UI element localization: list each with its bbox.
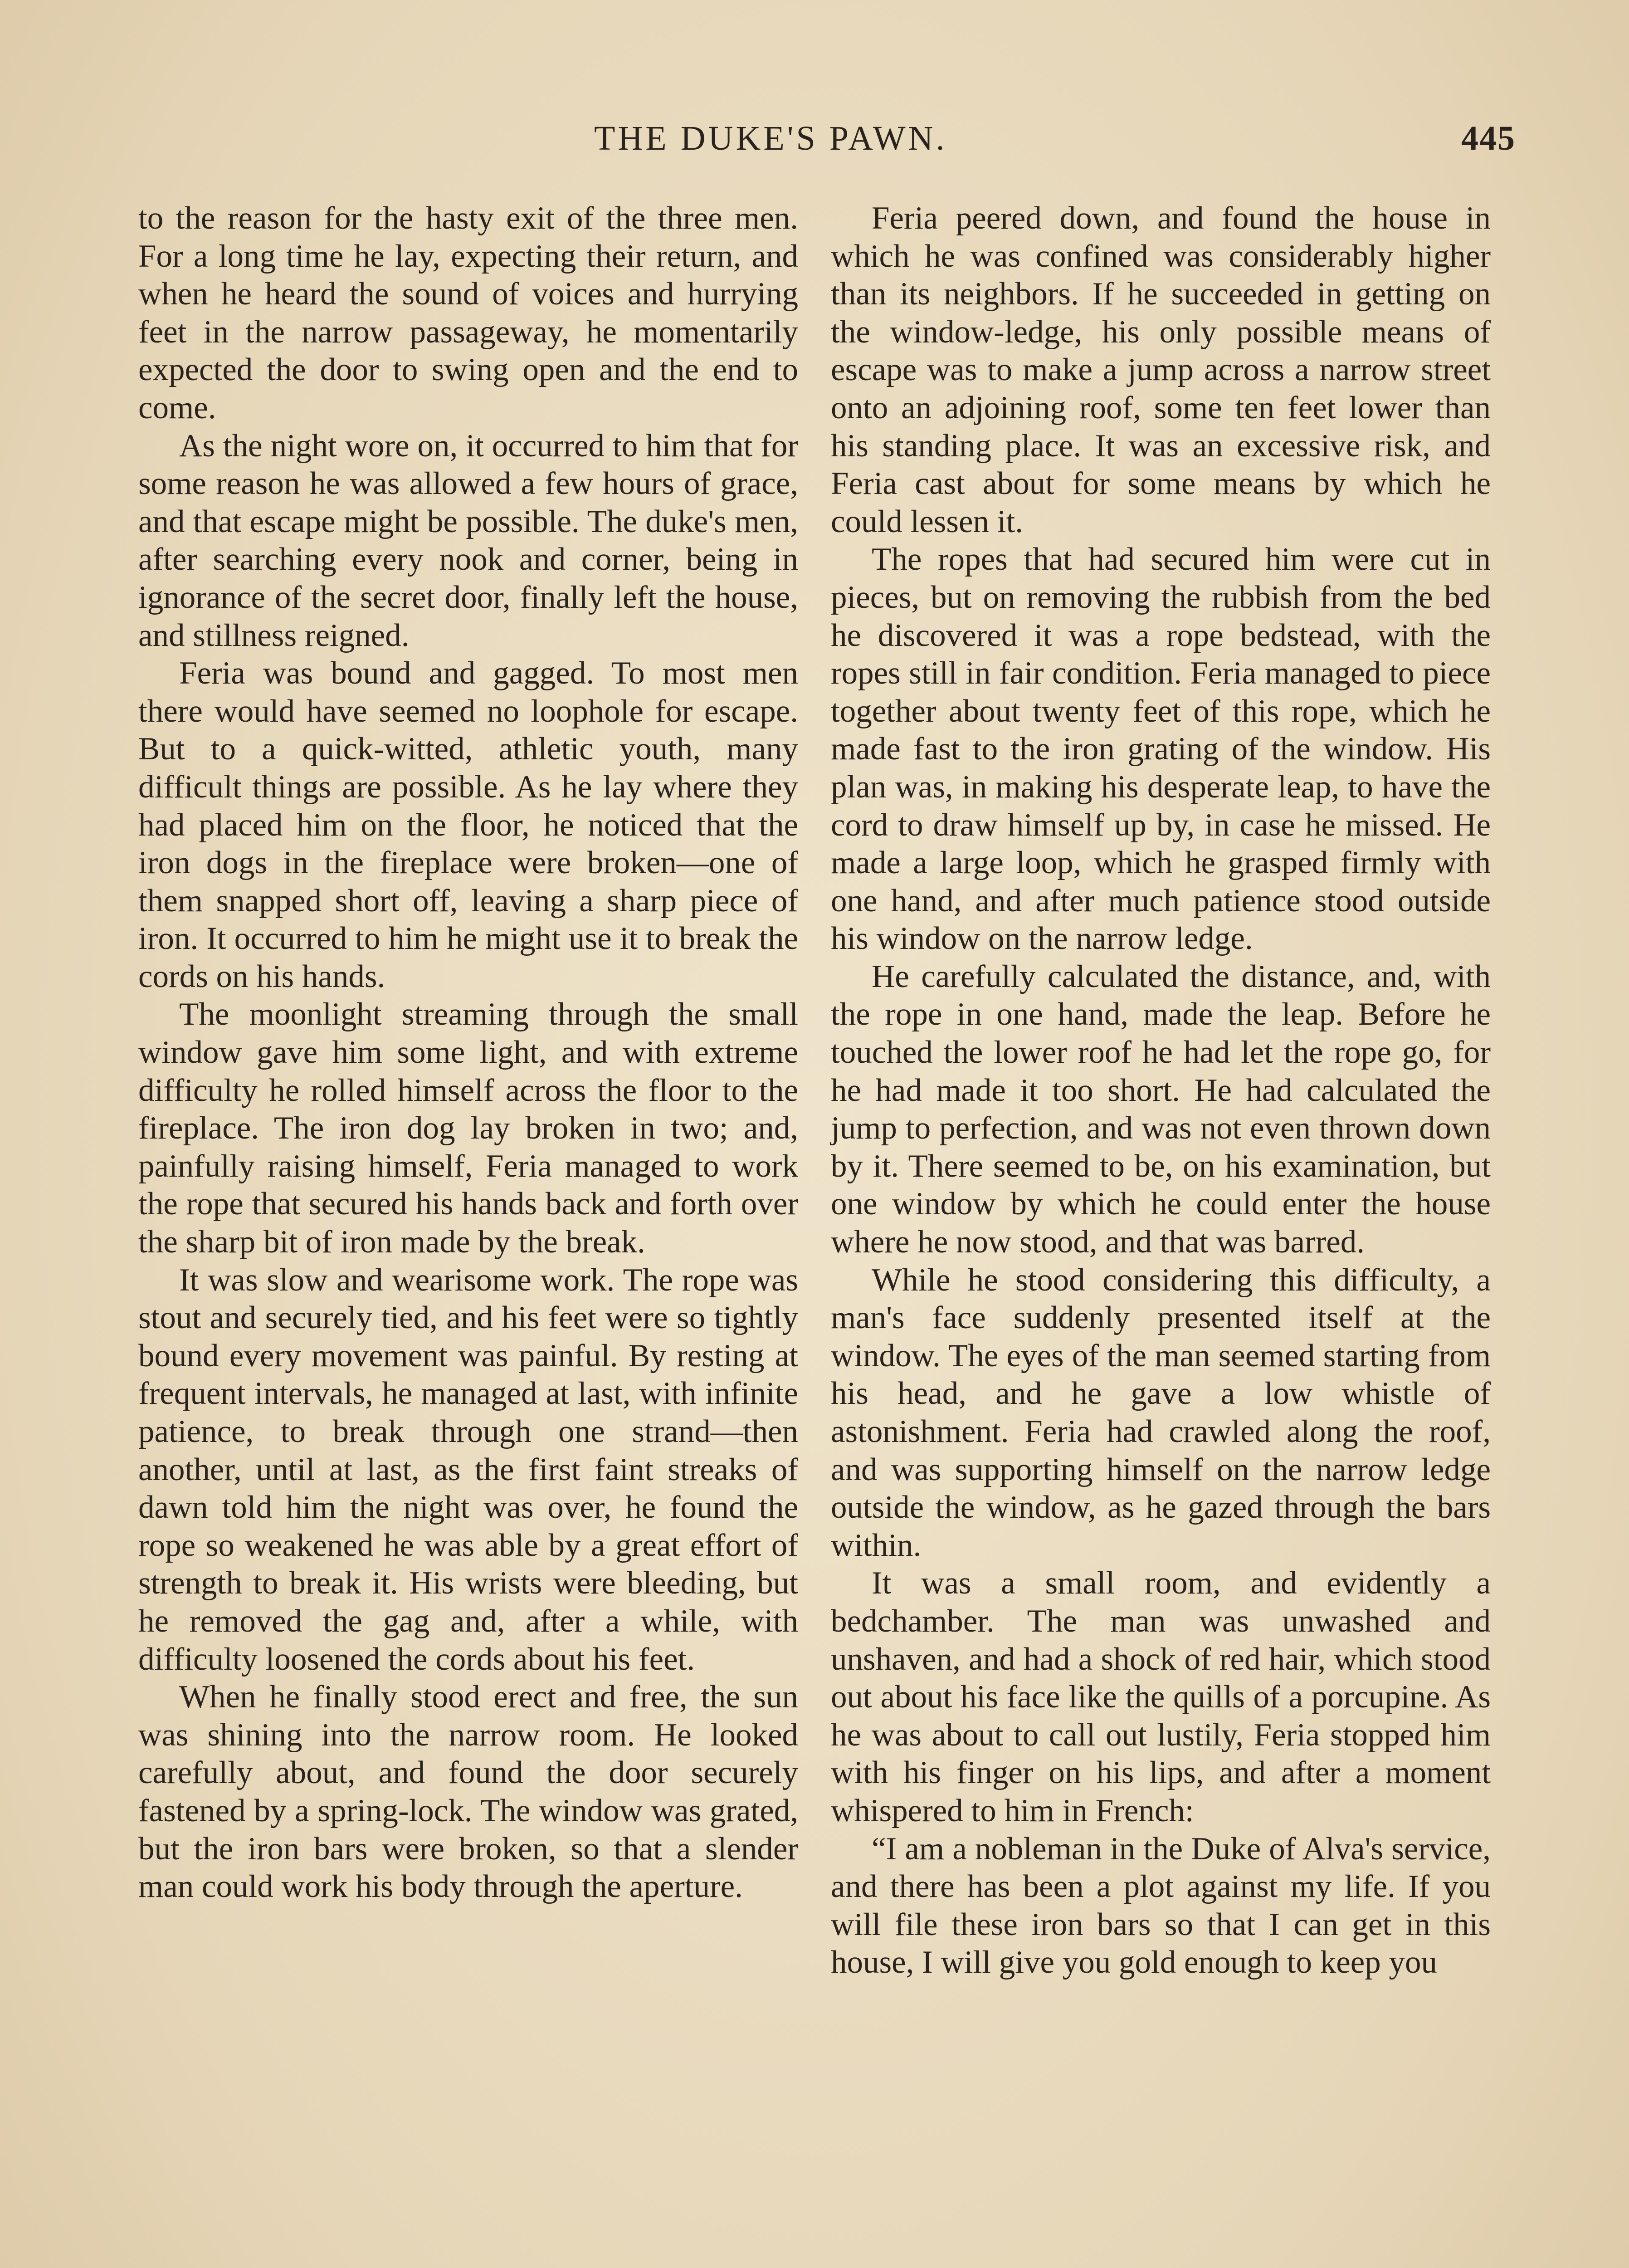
paragraph: Feria was bound and gagged. To most men there would have seemed no loophole for escape. But to a quick-witted, athletic youth, many difficult things are possible. As he lay where they had placed him on the floor, he noticed that the iron dogs in the fireplace were broken—one of them snapped short off, leaving a sharp piece of iron. It occurred to him he might use it to break the cords on his hands. [138,655,798,994]
left-column [138,200,798,1906]
paragraph: Feria peered down, and found the house in which he was confined was considerably higher than its neighbors. If he succeeded in getting on the window-ledge, his only possible means of escape was to make a jump across a narrow street onto an adjoining roof, some ten feet lower than his standing place. It was an excessive risk, and Feria cast about for some means by which he could lessen it. [831,200,1491,539]
paragraph: When he finally stood erect and free, the sun was shining into the narrow room. He looked carefully about, and found the door securely fastened by a spring-lock. The window was grated, but the iron bars were broken, so that a slender man could work his body through the aperture. [138,1679,798,1905]
paragraph: It was slow and wearisome work. The rope was stout and securely tied, and his feet were so tightly bound every movement was painful. By resting at frequent intervals, he managed at last, with infinite patience, to break through one strand—then another, until at last, as the first faint streaks of dawn told him the night was over, he found the rope so weakened he was able by a great effort of strength to break it. His wrists were bleeding, but he removed the gag and, after a while, with difficulty loosened the cords about his feet. [138,1262,798,1677]
page-number: 445 [1461,119,1516,157]
page-header [594,119,1516,169]
right-column [831,200,1491,1982]
running-title: THE DUKE'S PAWN. [594,119,947,157]
paragraph: “I am a nobleman in the Duke of Alva's service, and there has been a plot against my life. If you will file these iron bars so that I can get in this house, I will give you gold enough to keep you [831,1831,1491,1980]
paragraph: It was a small room, and evidently a bedchamber. The man was unwashed and unshaven, and had a shock of red hair, which stood out about his face like the quills of a porcupine. As he was about to call out lustily, Feria stopped him with his finger on his lips, and after a moment whispered to him in French: [831,1565,1491,1828]
paragraph: to the reason for the hasty exit of the three men. For a long time he lay, expecting their return, and when he heard the sound of voices and hurrying feet in the narrow passageway, he momentarily expected the door to swing open and the end to come. [138,200,798,425]
paragraph: While he stood considering this difficulty, a man's face suddenly presented itself at the window. The eyes of the man seemed starting from his head, and he gave a low whistle of astonishment. Feria had crawled along the roof, and was supporting himself on the narrow ledge outside the window, as he gazed through the bars within. [831,1262,1491,1563]
paragraph: The ropes that had secured him were cut in pieces, but on removing the rubbish from the bed he discovered it was a rope bedstead, with the ropes still in fair condition. Feria managed to piece together about twenty feet of this rope, which he made fast to the iron grating of the window. His plan was, in making his desperate leap, to have the cord to draw himself up by, in case he missed. He made a large loop, which he grasped firmly with one hand, and after much patience stood outside his window on the narrow ledge. [831,542,1491,957]
paragraph: He carefully calculated the distance, and, with the rope in one hand, made the leap. Before he touched the lower roof he had let the rope go, for he had made it too short. He had calculated the jump to perfection, and was not even thrown down by it. There seemed to be, on his examination, but one window by which he could enter the house where he now stood, and that was barred. [831,958,1491,1260]
paragraph: As the night wore on, it occurred to him that for some reason he was allowed a few hours of grace, and that escape might be possible. The duke's men, after searching every nook and corner, being in ignorance of the secret door, finally left the house, and stillness reigned. [138,428,798,653]
paragraph: The moonlight streaming through the small window gave him some light, and with extreme difficulty he rolled himself across the floor to the fireplace. The iron dog lay broken in two; and, painfully raising himself, Feria managed to work the rope that secured his hands back and forth over the sharp bit of iron made by the break. [138,997,798,1260]
